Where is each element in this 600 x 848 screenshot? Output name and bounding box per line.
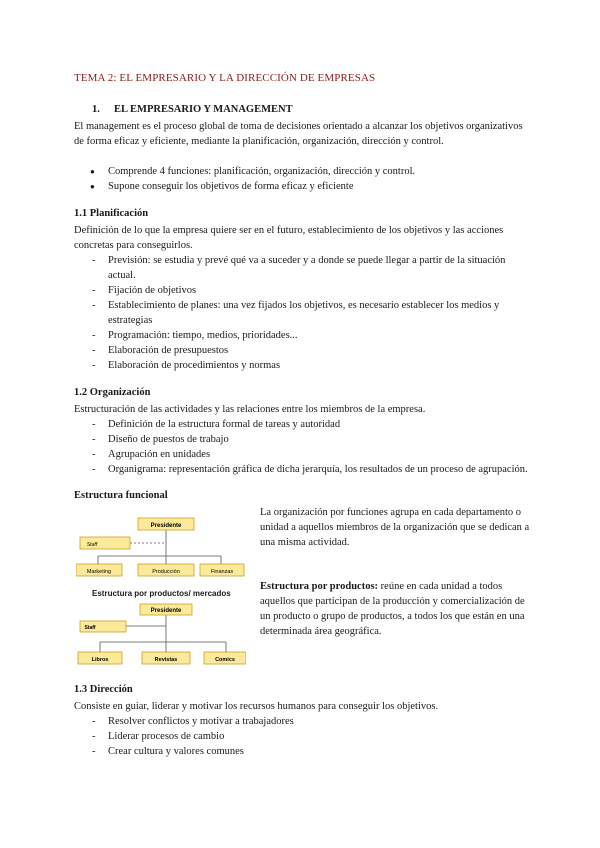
direccion-paragraph: Consiste en guiar, liderar y motivar los recursos humanos para conseguir los objetivos. (74, 701, 439, 712)
section1-bullets (90, 164, 530, 194)
heading-direccion: 1.3 Dirección (74, 684, 133, 695)
chart-label-president: Presidente (150, 608, 182, 614)
productos-label: Estructura por productos: (260, 581, 379, 592)
list-item: - Programación: tiempo, medios, prioridades... (90, 328, 530, 343)
chart-label-staff: Staff (84, 625, 96, 631)
list-item: ● Comprende 4 funciones: planificación, organización, dirección y control. (90, 164, 530, 179)
list-item: - Resolver conflictos y motivar a trabajadores (90, 714, 530, 729)
heading-planificacion: 1.1 Planificación (74, 208, 149, 219)
chart-label-president: Presidente (150, 523, 182, 529)
direccion-list (90, 714, 530, 759)
list-item: - Establecimiento de planes: una vez fijados los objetivos, es necesario establecer los medios y estrategias (90, 298, 530, 328)
productos-description (260, 579, 530, 639)
list-item: - Organigrama: representación gráfica de dicha jerarquía, los resultados de un proceso de agrupación. (90, 462, 530, 477)
org-chart-productos (76, 602, 246, 666)
productos-text: reúne en cada unidad a todos aquellos que participan de la producción y comercialización de un producto o grupo de productos, a todos los que están en una determinada área geográfica. (260, 581, 525, 637)
organizacion-paragraph: Estructuración de las actividades y las relaciones entre los miembros de la empresa. (74, 404, 426, 415)
org-chart-funcional (76, 510, 246, 582)
list-item: - Agrupación en unidades (90, 447, 530, 462)
page-title: TEMA 2: EL EMPRESARIO Y LA DIRECCIÓN DE EMPRESAS (74, 72, 376, 84)
chart-label-unit: Comics (215, 657, 235, 663)
planificacion-paragraph: Definición de lo que la empresa quiere ser en el futuro, establecimiento de los objetivos y las acciones concretas para conseguirlos. (74, 225, 504, 251)
chart-label-unit: Producción (152, 569, 180, 575)
list-item: ● Supone conseguir los objetivos de forma eficaz y eficiente (90, 179, 530, 194)
chart-label-unit: Libros (91, 657, 109, 663)
heading-estructura-funcional: Estructura funcional (74, 490, 168, 501)
list-item: - Liderar procesos de cambio (90, 729, 530, 744)
section-number: 1. (92, 104, 100, 115)
chart-label-unit: Revistas (154, 657, 178, 663)
section-heading-1 (92, 104, 293, 115)
chart-label-staff: Staff (86, 542, 98, 548)
planificacion-list (90, 253, 530, 373)
list-item: - Crear cultura y valores comunes (90, 744, 530, 759)
list-item: - Diseño de puestos de trabajo (90, 432, 530, 447)
section1-paragraph: El management es el proceso global de toma de decisiones orientado a alcanzar los objetivos organizativos de forma eficaz y eficiente, mediante la planificación, organización, dirección y control. (74, 121, 523, 147)
heading-organizacion: 1.2 Organización (74, 387, 151, 398)
list-item: - Previsión: se estudia y prevé qué va a suceder y a donde se puede llegar a partir de la situación actual. (90, 253, 530, 283)
funcional-description: La organización por funciones agrupa en cada departamento o unidad a aquellos miembros de la organización que se dedican a una misma actividad. (260, 507, 530, 548)
list-item: - Elaboración de presupuestos (90, 343, 530, 358)
chart-caption: Estructura por productos/ mercados (92, 589, 231, 598)
organizacion-list (90, 417, 530, 477)
list-item: - Definición de la estructura formal de tareas y autoridad (90, 417, 530, 432)
list-item: - Fijación de objetivos (90, 283, 530, 298)
chart-label-unit: Marketing (86, 569, 112, 575)
list-item: - Elaboración de procedimientos y normas (90, 358, 530, 373)
chart-label-unit: Finanzas (210, 569, 234, 575)
section-heading-text: EL EMPRESARIO Y MANAGEMENT (114, 104, 293, 115)
